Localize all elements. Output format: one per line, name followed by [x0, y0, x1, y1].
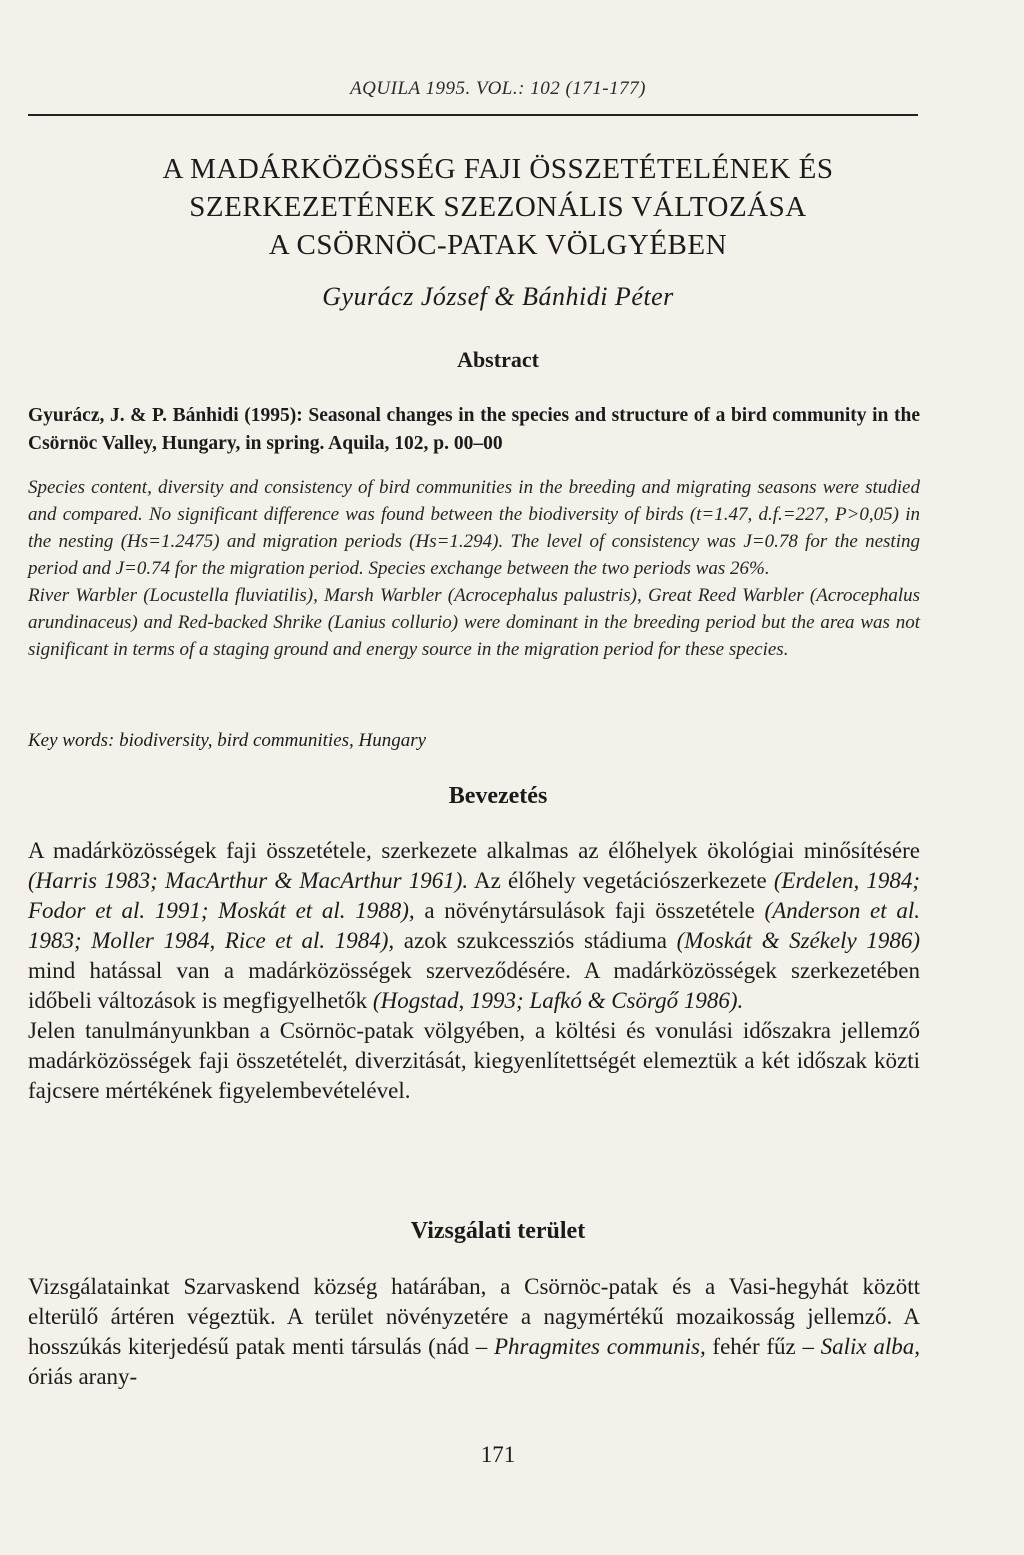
page-number: 171: [480, 1442, 516, 1467]
title-line-2: SZERKEZETÉNEK SZEZONÁLIS VÁLTOZÁSA: [189, 191, 807, 223]
text-run: óriás arany-: [28, 1364, 138, 1389]
abstract-paragraph-2: River Warbler (Locustella fluviatilis), Marsh Warbler (Acrocephalus palustris), Great Reed Warbler (Acrocephalus arundinaceus) and Red-backed Shrike (Lanius collurio) were dominant in the breeding period but the area was not significant in terms of a staging ground and energy source in the migration period for these species.: [28, 585, 920, 660]
title-line-3: A CSÖRNÖC-PATAK VÖLGYÉBEN: [268, 229, 728, 261]
keywords: Key words: biodiversity, bird communities, Hungary: [28, 730, 427, 751]
citation-run: (Erdelen, 1984; Fodor et al. 1991; Moskát et al. 1988),: [28, 868, 920, 923]
abstract-paragraph-1: Species content, diversity and consistency of bird communities in the breeding and migrating seasons were studied and compared. No significant difference was found between the biodiversity of birds (t=1.47, d.f.=227, P>0,05) in the nesting (Hs=1.2475) and migration periods (Hs=1.294). The level of consistency was J=0.78 for the nesting period and J=0.74 for the migration period. Species exchange between the two periods was 26%.: [28, 477, 920, 579]
introduction-paragraph-2: Jelen tanulmányunkban a Csörnöc-patak völgyében, a költési és vonulási időszakra jellemző madárközösségek faji összetételét, diverzitását, kiegyenlítettségét elemeztük a két időszak közti fajcsere mértékének figyelembevételével.: [28, 1018, 920, 1103]
text-run: fehér fűz –: [705, 1334, 821, 1359]
text-run: a növénytársulások faji összetétele: [414, 898, 765, 923]
introduction-text: [28, 836, 920, 1106]
authors: Gyurácz József & Bánhidi Péter: [322, 282, 674, 311]
text-run: A madárközösségek faji összetétele, szerkezete alkalmas az élőhelyek ökológiai minősítésére: [28, 838, 920, 863]
introduction-paragraph-1: [28, 836, 920, 1016]
abstract-citation: Gyurácz, J. & P. Bánhidi (1995): Seasonal changes in the species and structure of a bird community in the Csörnöc Valley, Hungary, in spring. Aquila, 102, p. 00–00: [28, 405, 920, 454]
text-run: Az élőhely vegetációszerkezete: [468, 868, 774, 893]
section-heading-introduction: Bevezetés: [448, 783, 548, 809]
study-area-paragraph: [28, 1272, 920, 1392]
abstract-body: [28, 474, 920, 663]
study-area-text: [28, 1272, 920, 1392]
species-name: Phragmites communis,: [493, 1334, 706, 1359]
running-head: AQUILA 1995. VOL.: 102 (171-177): [350, 78, 646, 99]
text-run: azok szukcessziós stádiuma: [394, 928, 677, 953]
text-run: mind hatással van a madárközösségek szerveződésére. A madárközösségek szerkezetében időbeli változások is megfigyelhetők: [28, 958, 920, 1013]
citation-run: (Anderson et al. 1983; Moller 1984, Rice et al. 1984),: [28, 898, 920, 953]
header-rule: [28, 114, 918, 116]
citation-run: (Harris 1983; MacArthur & MacArthur 1961).: [28, 868, 469, 893]
abstract-heading: Abstract: [457, 347, 539, 372]
section-heading-study-area: Vizsgálati terület: [410, 1218, 586, 1244]
citation-run: (Hogstad, 1993; Lafkó & Csörgő 1986).: [372, 988, 744, 1013]
title-line-1: A MADÁRKÖZÖSSÉG FAJI ÖSSZETÉTELÉNEK ÉS: [162, 153, 834, 185]
article-title: [28, 150, 968, 264]
text-run: Vizsgálatainkat Szarvaskend község határában, a Csörnöc-patak és a Vasi-hegyhát között elterülő ártéren végeztük. A terület növényzetére a nagymértékű mozaikosság jellemző. A hosszúkás kiterjedésű patak menti társulás (nád –: [28, 1274, 920, 1359]
species-name: Salix alba,: [820, 1334, 920, 1359]
citation-run: (Moskát & Székely 1986): [676, 928, 921, 953]
journal-page: [28, 0, 920, 1555]
